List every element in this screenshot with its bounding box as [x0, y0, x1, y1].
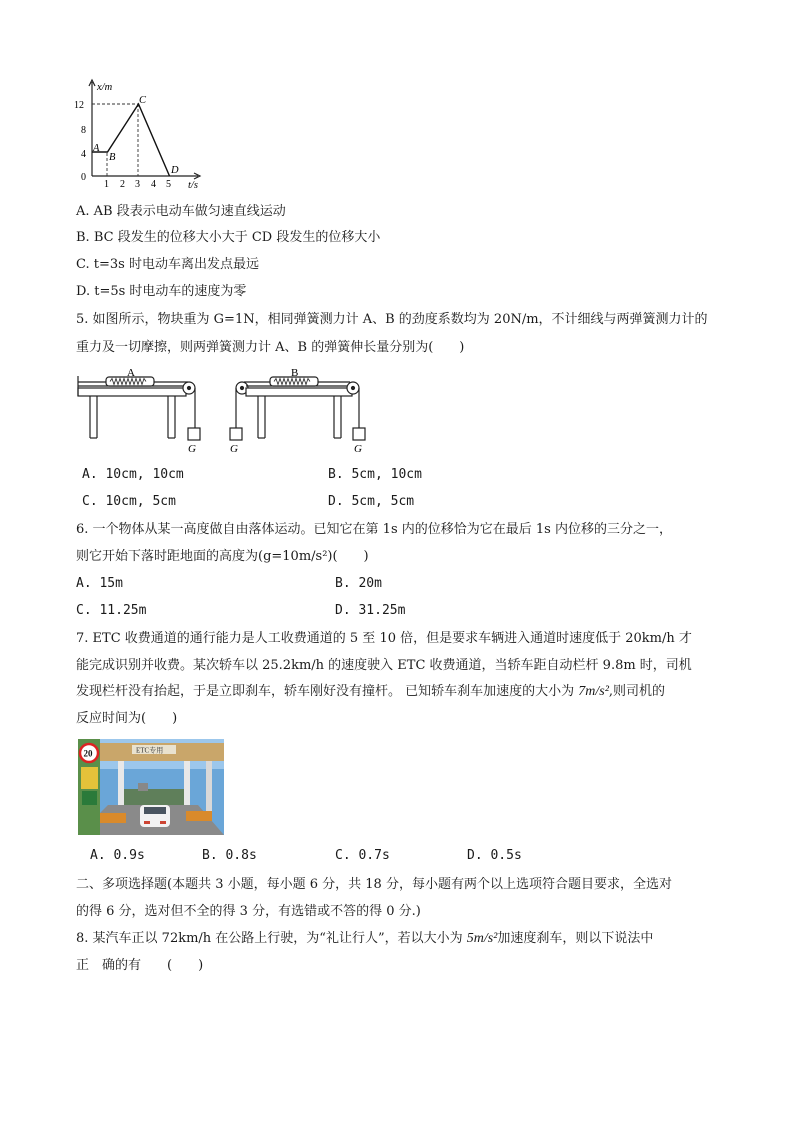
- q8-line1-tail: 加速度刹车，则以下说法中: [497, 931, 654, 946]
- point-label-b: B: [109, 152, 116, 163]
- speed-limit-text: 20: [83, 748, 93, 759]
- spring-scale-figure: [76, 366, 376, 458]
- q6-option-d: D. 31.25m: [335, 603, 406, 618]
- q6-option-c: C. 11.25m: [76, 603, 147, 618]
- q8-deceleration-formula: 5m/s²: [466, 931, 498, 946]
- y-tick-label: 0: [81, 172, 86, 183]
- q7-deceleration-formula: 7m/s²: [578, 684, 609, 699]
- q7-stem-line2: 能完成识别并收费。某次轿车以 25.2km/h 的速度驶入 ETC 收费通道，当轿车距自动栏杆 9.8m 时，司机: [76, 658, 692, 673]
- q6-option-b: B. 20m: [335, 576, 382, 591]
- q7-option-b: B. 0.8s: [202, 848, 257, 863]
- y-tick-label: 4: [81, 149, 86, 160]
- q5-stem-line1: 5. 如图所示，物块重为 G=1N，相同弹簧测力计 A、B 的劲度系数均为 20N/m，不计细线与两弹簧测力计的: [76, 312, 708, 327]
- q4-option-b: B. BC 段发生的位移大小大于 CD 段发生的位移大小: [76, 230, 381, 245]
- label-scale-a: A: [127, 367, 135, 379]
- q8-stem-line1: [76, 930, 653, 948]
- y-tick-label: 12: [74, 100, 84, 111]
- etc-toll-photo: [78, 739, 224, 835]
- etc-banner-text: ETC专用: [136, 746, 164, 755]
- q7-option-a: A. 0.9s: [90, 848, 145, 863]
- q5-option-a: A. 10cm, 10cm: [82, 467, 184, 482]
- section2-heading-line1: 二、多项选择题(本题共 3 小题，每小题 6 分，共 18 分，每小题有两个以上选项符合题目要求，全选对: [76, 877, 672, 892]
- setup-a: [78, 376, 200, 440]
- x-tick-label: 3: [135, 179, 140, 190]
- q7-stem-line1: 7. ETC 收费通道的通行能力是人工收费通道的 5 至 10 倍，但是要求车辆进入通道时速度低于 20km/h 才: [76, 631, 692, 646]
- y-axis-label: x/m: [97, 82, 113, 93]
- setup-b: [230, 377, 365, 440]
- section2-heading-line2: 的得 6 分，选对但不全的得 3 分，有选错或不答的得 0 分.): [76, 904, 421, 919]
- q4-option-c: C. t=3s 时电动车离出发点最远: [76, 257, 259, 272]
- position-line: [92, 104, 170, 176]
- q6-stem-line2: 则它开始下落时距地面的高度为(g=10m/s²)( ): [76, 549, 369, 564]
- x-tick-label: 2: [120, 179, 125, 190]
- q6-option-a: A. 15m: [76, 576, 123, 591]
- label-weight-g: G: [230, 443, 238, 455]
- x-tick-label: 1: [104, 179, 109, 190]
- q7-stem-line3: [76, 683, 665, 701]
- label-scale-b: B: [291, 367, 299, 379]
- q5-option-d: D. 5cm, 5cm: [328, 494, 415, 509]
- q5-option-c: C. 10cm, 5cm: [82, 494, 176, 509]
- q8-line1-text: 8. 某汽车正以 72km/h 在公路上行驶，为“礼让行人”，若以大小为: [76, 931, 467, 946]
- q5-option-b: B. 5cm, 10cm: [328, 467, 422, 482]
- q5-stem-line2: 重力及一切摩擦，则两弹簧测力计 A、B 的弹簧伸长量分别为( ): [76, 340, 465, 355]
- q7-option-c: C. 0.7s: [335, 848, 390, 863]
- y-tick-label: 8: [81, 125, 86, 136]
- q7-line3-text: 发现栏杆没有抬起，于是立即刹车，轿车刚好没有撞杆。 已知轿车刹车加速度的大小为: [76, 684, 579, 699]
- label-weight-g: G: [188, 443, 196, 455]
- x-tick-label: 4: [151, 179, 156, 190]
- q4-option-a: A. AB 段表示电动车做匀速直线运动: [76, 204, 286, 219]
- x-tick-label: 5: [166, 179, 171, 190]
- q4-option-d: D. t=5s 时电动车的速度为零: [76, 284, 247, 299]
- q6-stem-line1: 6. 一个物体从某一高度做自由落体运动。已知它在第 1s 内的位移恰为它在最后 1s 内位移的三分之一，: [76, 522, 672, 537]
- q7-stem-line4: 反应时间为( ): [76, 711, 178, 726]
- q7-option-d: D. 0.5s: [467, 848, 522, 863]
- x-axis-label: t/s: [188, 180, 198, 191]
- point-label-a: A: [93, 143, 100, 154]
- point-label-c: C: [139, 95, 147, 106]
- q7-line3-tail: ,则司机的: [608, 684, 666, 699]
- q8-stem-line2: 正 确的有 ( ): [76, 958, 204, 973]
- label-weight-g: G: [354, 443, 362, 455]
- position-time-graph: [70, 76, 210, 192]
- point-label-d: D: [171, 165, 179, 176]
